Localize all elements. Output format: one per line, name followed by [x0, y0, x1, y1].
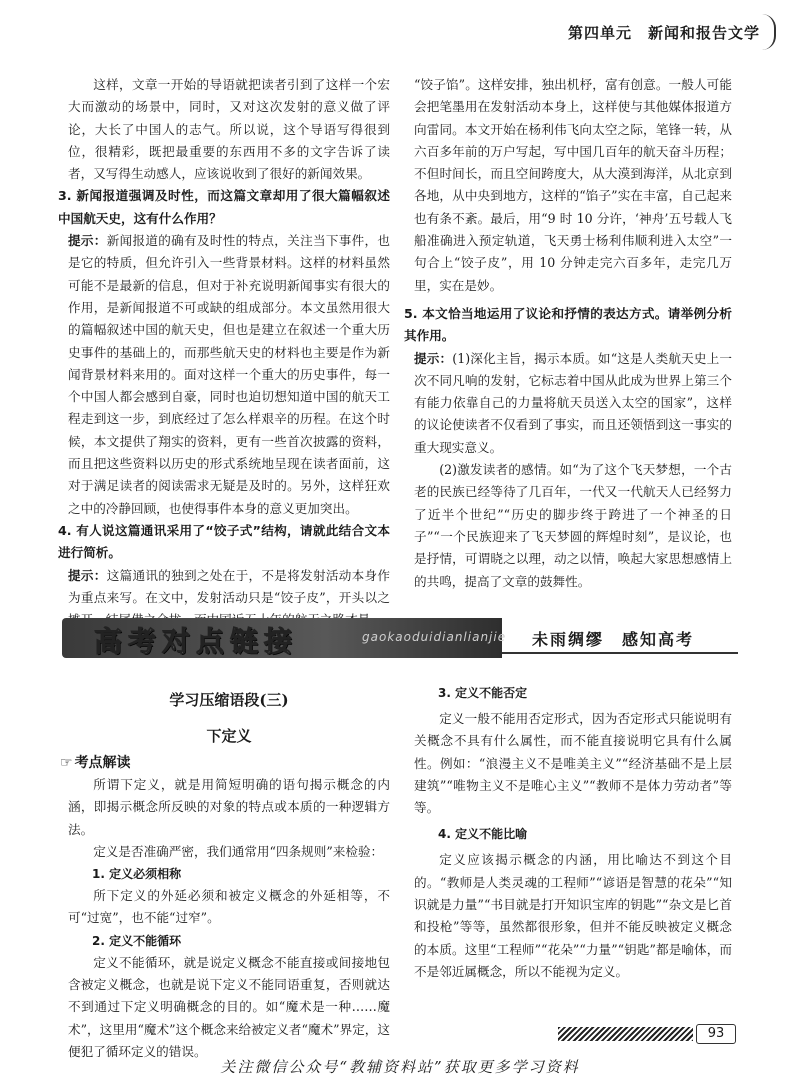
paragraph: 定义应该揭示概念的内涵，用比喻达不到这个目的。“教师是人类灵魂的工程师”“谚语是智慧的花朵”“知识就是力量”“书目就是打开知识宝库的钥匙”“杂文是匕首和投枪”等等，虽然都很形象，但并不能反映被定义概念的本质。这里“工程师”“花朵”“力量”“钥匙”都是喻体，而不是邻近属概念，所以不能视为定义。 — [414, 852, 732, 979]
hint-5a-text: (1)深化主旨，揭示本质。如“这是人类航天史上一次不同凡响的发射，它标志着中国从此成为世界上第三个有能力依靠自己的力量将航天员送入太空的国家”，这样的议论使读者不仅看到了事实，而且还领悟到这一事实的重大现实意义。 — [414, 350, 733, 455]
left-column-bottom — [60, 688, 390, 1063]
header-decoration — [762, 14, 776, 50]
page-number-decoration — [558, 1027, 693, 1041]
right-column-top — [404, 74, 733, 593]
hint-3 — [68, 230, 390, 520]
question-5: 5. 本文恰当地运用了议论和抒情的表达方式。请举例分析其作用。 — [404, 305, 732, 344]
hint-4-text: 这篇通讯的独到之处在于，不是将发射活动本身作为重点来写。在文中，发射活动只是“饺子皮”，开头以之 — [68, 567, 391, 605]
unit-header: 第四单元 新闻和报告文学 — [567, 24, 760, 42]
paragraph: 定义是否准确严密，我们通常用“四条规则”来检验： — [93, 843, 384, 859]
banner-pinyin: gaokaoduidianlianjie — [362, 630, 507, 644]
hint-5b: (2)激发读者的感情。如“为了这个飞天梦想，一个古老的民族已经等待了几百年，一代又一代航天人已经努力了近半个世纪”“历史的脚步终于跨进了一个神圣的日子”“一个民族迎来了飞天梦圆的辉煌时刻”，是议论，也是抒情，可谓晓之以理，动之以情，唤起大家思想感情上的共鸣，提高了文章的鼓舞性。 — [414, 462, 732, 589]
banner-title: 高考对点链接 — [94, 625, 299, 658]
rule-heading-4: 4. 定义不能比喻 — [438, 827, 528, 842]
section-banner — [62, 618, 738, 658]
rule-heading-1: 1. 定义必须相称 — [92, 867, 182, 882]
hint-5a — [414, 348, 732, 459]
rule-heading-2: 2. 定义不能循环 — [92, 933, 182, 948]
paragraph: 所下定义的外延必须和被定义概念的外延相等，不可“过宽”，也不能“过窄”。 — [68, 888, 390, 926]
right-column-bottom — [414, 682, 732, 983]
footer-note: 关注微信公众号“教辅资料站”获取更多学习资料 — [220, 1058, 580, 1076]
hint-3-text: 新闻报道的确有及时性的特点，关注当下事件，也是它的特质，但允许引入一些背景材料。这样的材料虽然可能不是最新的信息，但对于补充说明新闻事实有很大的作用，是新闻报道不可或缺的组成部分。本文虽然用很大的篇幅叙述中国的航天史，但也是建立在叙述一个重大历史事件的基础上的，而那些航天史的材料也主要是作为新闻背景材料来用的。面对这样一个重大的历史事件，每一个中国人都会感到自豪，同时也迫切想知道中国的航天工程走到这一步，到底经过了怎么样艰辛的历程。在这个时候，本文提供了翔实的资料，更有一些首次披露的资料，而且把这些资料以历史的形式系统地呈现在读者面前，这对于满足读者的阅读需求无疑是及时的。另外，这样狂欢之中的冷静回顾，也使得事件本身的意义更加突出。 — [68, 233, 391, 516]
key-point-heading — [60, 752, 390, 774]
banner-slogan: 未雨绸缪 感知高考 — [532, 630, 695, 649]
question-4: 4. 有人说这篇通讯采用了“饺子式”结构，请就此结合文本进行简析。 — [58, 522, 390, 561]
paragraph: 定义一般不能用否定形式，因为否定形式只能说明有关概念不具有什么属性，而不能直接说明它具有什么属性。例如：“浪漫主义不是唯美主义”“经济基础不是上层建筑”“唯物主义不是唯心主义”“教师不是体力劳动者”等等。 — [414, 711, 732, 816]
section-subtitle: 下定义 — [206, 727, 252, 745]
left-column-top — [58, 74, 391, 631]
question-3: 3. 新闻报道强调及时性，而这篇文章却用了很大篇幅叙述中国航天史，这有什么作用？ — [58, 188, 390, 226]
banner-underline — [502, 652, 738, 654]
paragraph: “饺子馅”。这样安排，独出机杼，富有创意。一般人可能会把笔墨用在发射活动本身上，这样使与其他媒体报道方向雷同。本文开始在杨利伟飞向太空之际，笔锋一转，从六百多年前的万户写起，写中国几百年的航天奋斗历程；不但时间长，而且空间跨度大，从大漠到海洋，从北京到各地，从中央到地方，这样的“馅子”实在丰富，自己起来也有条不紊。最后，用“9 时 10 分许，‘神舟’五号载人飞船准确进入预定轨道，飞天勇士杨利伟顺利进入太空”一句合上“饺子皮”，用 10 分钟走完六百多年，走完几万里，实在是妙。 — [414, 77, 732, 293]
hint-label: 提示： — [68, 233, 107, 249]
pointing-hand-icon: ☞ — [60, 755, 73, 771]
paragraph: 这样，文章一开始的导语就把读者引到了这样一个宏大而激动的场景中，同时，又对这次发射的意义做了评论，大长了中国人的志气。所以说，这个导语写得很到位，很精彩，既把最重要的东西用不多的文字告诉了读者，又写得生动感人，应该说收到了很好的新闻效果。 — [68, 77, 390, 182]
hint-label: 提示： — [414, 350, 453, 366]
page-number: 93 — [696, 1024, 736, 1044]
paragraph: 所谓下定义，就是用简短明确的语句揭示概念的内涵，即揭示概念所反映的对象的特点或本质的一种逻辑方法。 — [68, 777, 390, 837]
paragraph: 定义不能循环，就是说定义概念不能直接或间接地包含被定义概念，也就是说下定义不能同语重复，否则就达不到通过下定义明确概念的目的。如“魔术是一种……魔术”，这里用“魔术”这个概念来给被定义者“魔术”界定，这便犯了循环定义的错误。 — [68, 954, 390, 1059]
hint-label: 提示： — [68, 567, 107, 583]
section-title: 学习压缩语段(三) — [169, 691, 289, 709]
key-point-label: 考点解读 — [74, 755, 131, 771]
rule-heading-3: 3. 定义不能否定 — [438, 686, 528, 700]
